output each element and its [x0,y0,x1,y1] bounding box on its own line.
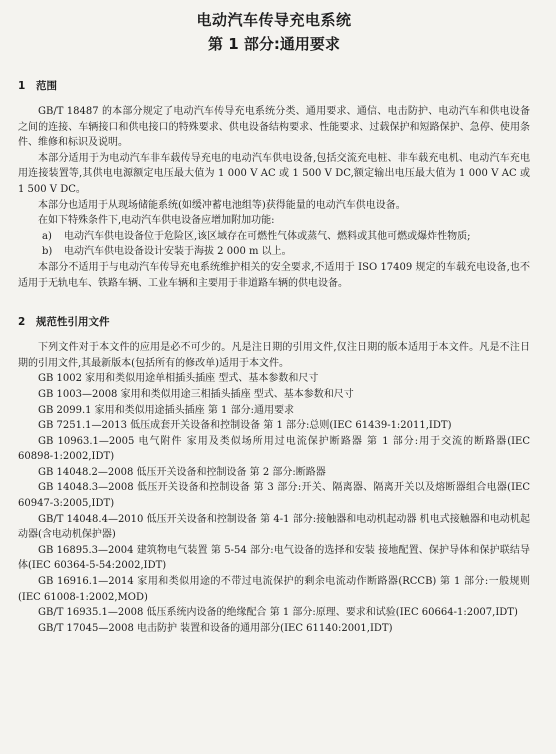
reference-item: GB 1002 家用和类似用途单相插头插座 型式、基本参数和尺寸 [38,373,319,385]
list-item-label: b) [42,246,53,258]
section-2-number: 2 [18,316,26,329]
list-item-label: a) [42,230,52,242]
scope-paragraph: 本部分适用于为电动汽车非车载传导充电的电动汽车供电设备,包括交流充电桩、非车载充电机、电动汽车充电用连接装置等,其供电电源额定电压最大值为 1 000 V AC 或 1 500 V DC,额定输出电压最大值为 1 000 V AC 或 1 500 V DC。 [18,152,530,195]
scope-paragraph: GB/T 18487 的本部分规定了电动汽车传导充电系统分类、通用要求、通信、电击防护、电动汽车和供电设备之间的连接、车辆接口和供电接口的特殊要求、供电设备结构要求、性能要求、过载保护和短路保护、急停、使用条件、维修和标识及说明。 [18,106,530,149]
reference-item: GB/T 16935.1—2008 低压系统内设备的绝缘配合 第 1 部分:原理、要求和试验(IEC 60664-1:2007,IDT) [38,607,518,619]
section-2-title: 规范性引用文件 [36,316,110,329]
section-2-heading [18,315,530,330]
list-item [18,229,530,245]
references-intro: 下列文件对于本文件的应用是必不可少的。凡是注日期的引用文件,仅注日期的版本适用于本文件。凡是不注日期的引用文件,其最新版本(包括所有的修改单)适用于本文件。 [18,342,530,369]
section-1-title: 范围 [36,80,57,92]
scope-paragraph: 在如下特殊条件下,电动汽车供电设备应增加附加功能: [38,215,275,227]
list-item-text: 电动汽车供电设备设计安装于海拔 2 000 m 以上。 [64,246,292,258]
reference-item: GB 10963.1—2005 电气附件 家用及类似场所用过电流保护断路器 第 1 部分:用于交流的断路器(IEC 60898-1:2002,IDT) [18,435,530,463]
list-item-text: 电动汽车供电设备位于危险区,该区域存在可燃性气体或蒸气、燃料或其他可燃或爆炸性物质; [64,230,471,242]
scope-paragraph: 本部分也适用于从现场储能系统(如缓冲蓄电池组等)获得能量的电动汽车供电设备。 [38,199,406,211]
section-1-heading [18,79,530,94]
reference-item: GB/T 14048.4—2010 低压开关设备和控制设备 第 4-1 部分:接触器和电动机起动器 机电式接触器和电动机起动器(含电动机保护器) [18,513,530,541]
section-2-body [18,340,530,636]
section-1-body [18,104,530,291]
reference-item: GB 14048.3—2008 低压开关设备和控制设备 第 3 部分:开关、隔离器、隔离开关以及熔断器组合电器(IEC 60947-3:2005,IDT) [18,482,530,510]
reference-item: GB 16916.1—2014 家用和类似用途的不带过电流保护的剩余电流动作断路器(RCCB) 第 1 部分:一般规则(IEC 61008-1:2002,MOD) [18,576,530,603]
reference-item: GB 2099.1 家用和类似用途插头插座 第 1 部分:通用要求 [38,404,294,416]
reference-item: GB/T 17045—2008 电击防护 装置和设备的通用部分(IEC 61140:2001,IDT) [38,622,393,634]
list-item [18,244,530,260]
title-block [18,0,530,55]
scope-paragraph: 本部分不适用于与电动汽车传导充电系统维护相关的安全要求,不适用于 ISO 17409 规定的车载充电设备,也不适用于无轨电车、铁路车辆、工业车辆和主要用于非道路车辆的供电设备。 [18,261,530,289]
document-title: 电动汽车传导充电系统 [196,11,352,29]
reference-item: GB 1003—2008 家用和类似用途三相插头插座 型式、基本参数和尺寸 [38,388,354,400]
reference-item: GB 16895.3—2004 建筑物电气装置 第 5-54 部分:电气设备的选择和安装 接地配置、保护导体和保护联结导体(IEC 60364-5-54:2002,IDT) [18,544,530,572]
section-1-number: 1 [18,80,26,92]
document-subtitle: 第 1 部分:通用要求 [208,35,340,53]
reference-item: GB 14048.2—2008 低压开关设备和控制设备 第 2 部分:断路器 [38,466,326,478]
reference-item: GB 7251.1—2013 低压成套开关设备和控制设备 第 1 部分:总则(IEC 61439-1:2011,IDT) [38,420,452,432]
